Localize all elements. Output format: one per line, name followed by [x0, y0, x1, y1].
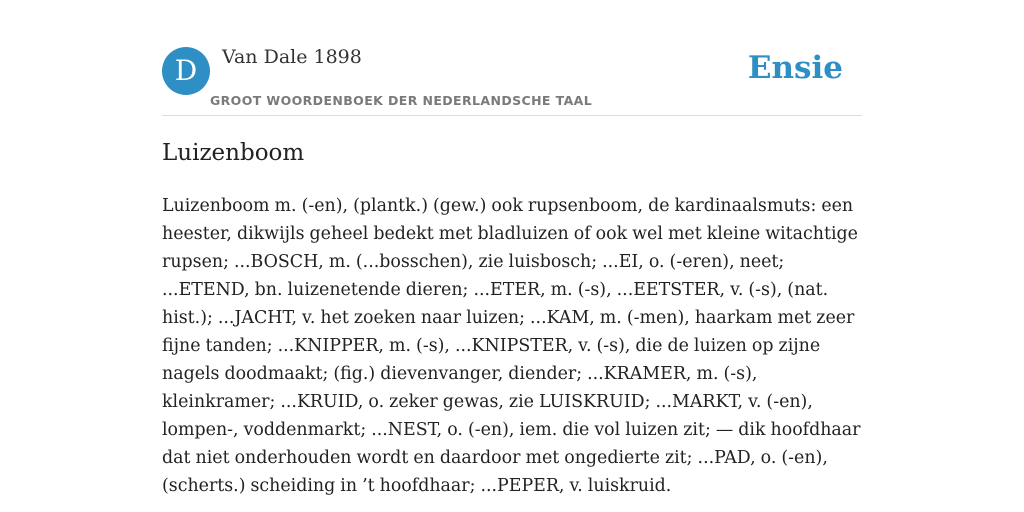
entry-title: Luizenboom	[162, 140, 305, 166]
source-subtitle: GROOT WOORDENBOEK DER NEDERLANDSCHE TAAL	[210, 93, 593, 108]
entry-definition: Luizenboom m. (-en), (plantk.) (gew.) ook rupsenboom, de kardinaalsmuts: een heester, dikwijls geheel bedekt met bladluizen of ook wel met kleine witachtige rupsen; ...BOSCH, m. (...bosschen), zie luisbosch; ...EI, o. (-eren), neet; ...ETEND, bn. luizenetende dieren; ...ETER, m. (-s), ...EETSTER, v. (-s), (nat. hist.); ...JACHT, v. het zoeken naar luizen; ...KAM, m. (-men), haarkam met zeer fijne tanden; ...KNIPPER, m. (-s), ...KNIPSTER, v. (-s), die de luizen op zijne nagels doodmaakt; (fig.) dievenvanger, diender; ...KRAMER, m. (-s), kleinkramer; ...KRUID, o. zeker gewas, zie LUISKRUID; ...MARKT, v. (-en), lompen-, voddenmarkt; ...NEST, o. (-en), iem. die vol luizen zit; — dik hoofdhaar dat niet onderhouden wordt en daardoor met ongedierte zit; ...PAD, o. (-en), (scherts.) scheiding in ’t hoofdhaar; ...PEPER, v. luiskruid.	[162, 196, 861, 496]
dictionary-logo[interactable]: D	[162, 47, 210, 95]
source-title[interactable]: Van Dale 1898	[222, 46, 362, 68]
brand-logo[interactable]: Ensie	[747, 50, 843, 86]
header-divider	[162, 115, 862, 116]
